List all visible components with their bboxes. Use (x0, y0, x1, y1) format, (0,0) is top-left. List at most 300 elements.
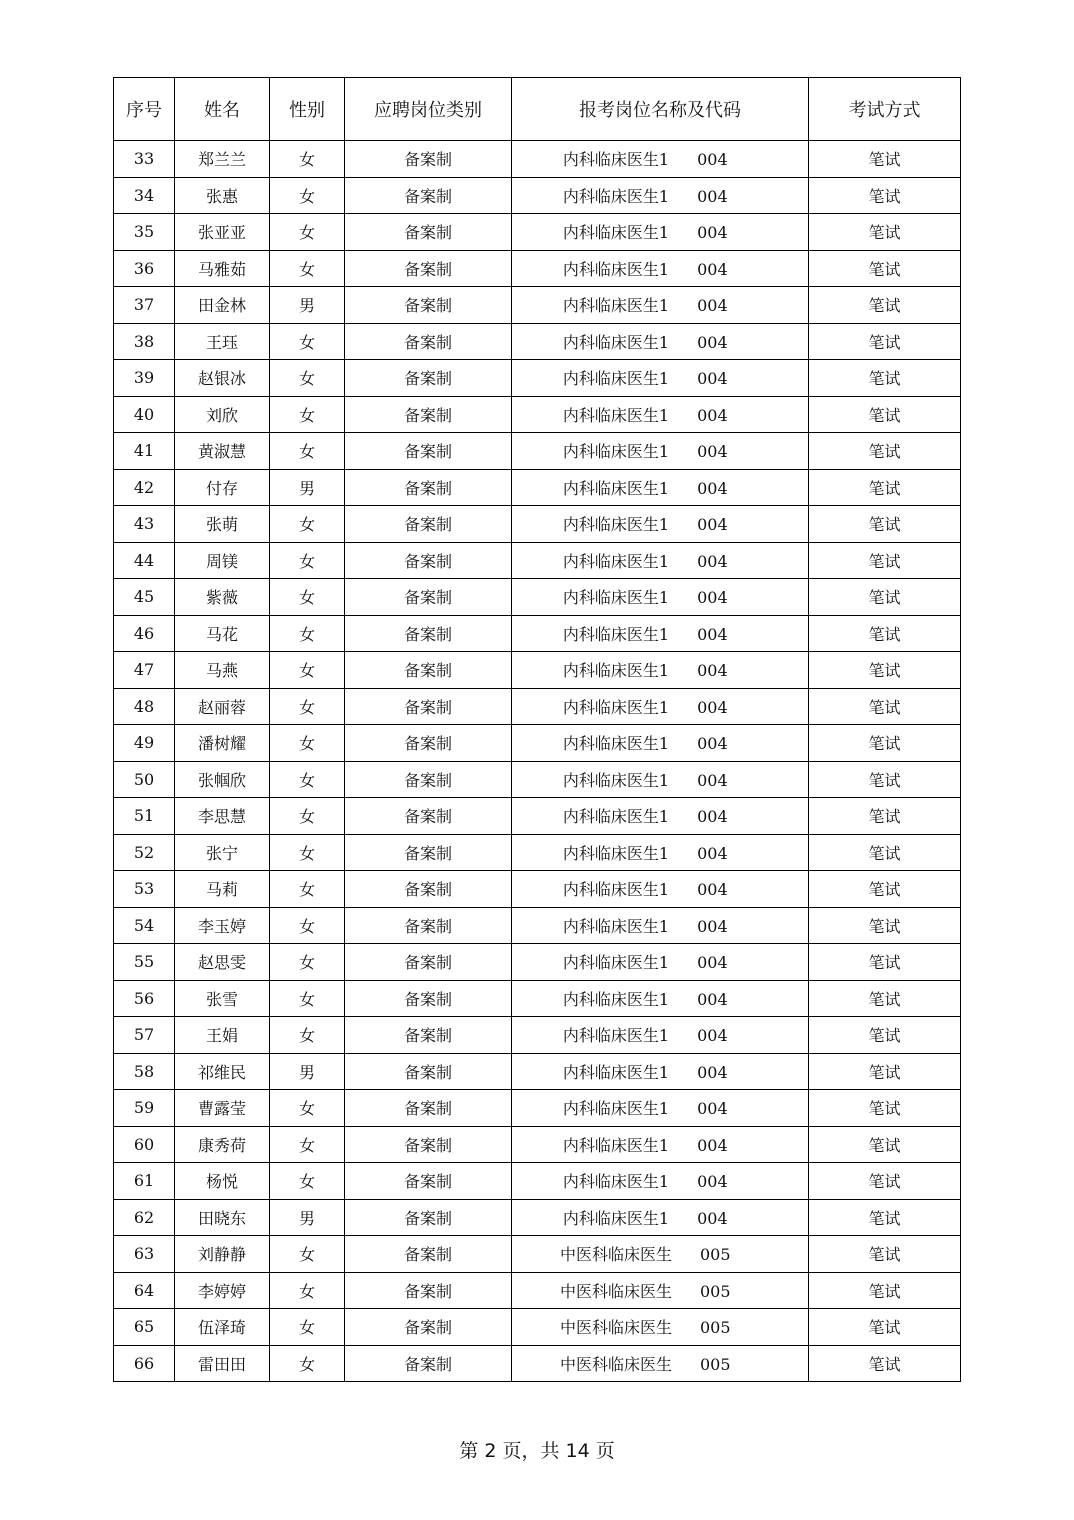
cell-name: 马花 (175, 615, 270, 652)
cell-position-category: 备案制 (345, 944, 512, 981)
cell-exam-method: 笔试 (809, 944, 961, 981)
table-row (114, 761, 961, 798)
position-name: 中医科临床医生 (559, 1354, 672, 1374)
cell-exam-method: 笔试 (809, 615, 961, 652)
position-code: 004 (697, 734, 728, 754)
cell-gender: 女 (270, 688, 345, 725)
applicant-table (113, 77, 961, 1382)
cell-gender: 女 (270, 214, 345, 251)
cell-name: 王娟 (175, 1017, 270, 1054)
cell-position-category: 备案制 (345, 360, 512, 397)
position-code: 004 (697, 953, 728, 973)
cell-position (512, 506, 809, 543)
cell-name: 赵银冰 (175, 360, 270, 397)
cell-gender: 女 (270, 652, 345, 689)
cell-exam-method: 笔试 (809, 579, 961, 616)
position-name: 内科临床医生1 (562, 697, 670, 717)
position-code: 004 (697, 150, 728, 170)
cell-name: 郑兰兰 (175, 141, 270, 178)
cell-exam-method: 笔试 (809, 250, 961, 287)
cell-gender: 女 (270, 396, 345, 433)
cell-position-category: 备案制 (345, 688, 512, 725)
cell-gender: 女 (270, 834, 345, 871)
cell-position (512, 798, 809, 835)
cell-position-category: 备案制 (345, 469, 512, 506)
cell-gender: 男 (270, 469, 345, 506)
position-name: 内科临床医生1 (562, 1208, 670, 1228)
cell-gender: 女 (270, 1090, 345, 1127)
table-row (114, 141, 961, 178)
position-name: 内科临床医生1 (562, 332, 670, 352)
position-name: 内科临床医生1 (562, 405, 670, 425)
table-row (114, 1199, 961, 1236)
cell-position-category: 备案制 (345, 1017, 512, 1054)
table-row (114, 1090, 961, 1127)
cell-position (512, 214, 809, 251)
cell-serial-number: 66 (114, 1345, 175, 1382)
table-row (114, 1126, 961, 1163)
cell-serial-number: 33 (114, 141, 175, 178)
cell-position-category: 备案制 (345, 177, 512, 214)
position-name: 内科临床医生1 (562, 369, 670, 389)
table-row (114, 579, 961, 616)
cell-gender: 女 (270, 1309, 345, 1346)
cell-position (512, 980, 809, 1017)
position-name: 内科临床医生1 (562, 661, 670, 681)
cell-position (512, 542, 809, 579)
cell-gender: 女 (270, 1345, 345, 1382)
table-row (114, 688, 961, 725)
cell-gender: 女 (270, 141, 345, 178)
position-name: 内科临床医生1 (562, 989, 670, 1009)
position-code: 004 (697, 1172, 728, 1192)
position-code: 004 (697, 442, 728, 462)
cell-serial-number: 52 (114, 834, 175, 871)
table-row (114, 250, 961, 287)
position-name: 中医科临床医生 (559, 1318, 672, 1338)
cell-position-category: 备案制 (345, 798, 512, 835)
cell-exam-method: 笔试 (809, 360, 961, 397)
cell-exam-method: 笔试 (809, 1017, 961, 1054)
cell-name: 张惠 (175, 177, 270, 214)
position-code: 004 (697, 989, 728, 1009)
position-code: 004 (697, 369, 728, 389)
cell-serial-number: 40 (114, 396, 175, 433)
cell-position-category: 备案制 (345, 433, 512, 470)
cell-position-category: 备案制 (345, 214, 512, 251)
cell-gender: 女 (270, 615, 345, 652)
cell-gender: 女 (270, 871, 345, 908)
position-name: 内科临床医生1 (562, 150, 670, 170)
cell-exam-method: 笔试 (809, 798, 961, 835)
cell-name: 刘欣 (175, 396, 270, 433)
cell-name: 马燕 (175, 652, 270, 689)
cell-gender: 女 (270, 907, 345, 944)
cell-serial-number: 48 (114, 688, 175, 725)
position-name: 内科临床医生1 (562, 624, 670, 644)
table-row (114, 871, 961, 908)
cell-gender: 女 (270, 323, 345, 360)
position-name: 内科临床医生1 (562, 588, 670, 608)
cell-position-category: 备案制 (345, 287, 512, 324)
header-serial-number: 序号 (114, 78, 175, 141)
cell-gender: 女 (270, 980, 345, 1017)
cell-position-category: 备案制 (345, 542, 512, 579)
position-code: 005 (700, 1318, 731, 1338)
cell-position-category: 备案制 (345, 1053, 512, 1090)
position-code: 005 (700, 1354, 731, 1374)
cell-position (512, 834, 809, 871)
cell-position-category: 备案制 (345, 871, 512, 908)
table-row (114, 834, 961, 871)
cell-gender: 女 (270, 1163, 345, 1200)
table-row (114, 1163, 961, 1200)
cell-position (512, 1199, 809, 1236)
table-row (114, 360, 961, 397)
cell-gender: 女 (270, 761, 345, 798)
cell-position-category: 备案制 (345, 396, 512, 433)
position-code: 004 (697, 1026, 728, 1046)
cell-position-category: 备案制 (345, 834, 512, 871)
cell-name: 马莉 (175, 871, 270, 908)
cell-name: 伍泽琦 (175, 1309, 270, 1346)
position-code: 004 (697, 807, 728, 827)
cell-position (512, 1163, 809, 1200)
cell-position-category: 备案制 (345, 323, 512, 360)
position-name: 内科临床医生1 (562, 1135, 670, 1155)
cell-name: 王珏 (175, 323, 270, 360)
cell-name: 周镁 (175, 542, 270, 579)
cell-serial-number: 55 (114, 944, 175, 981)
position-name: 内科临床医生1 (562, 1062, 670, 1082)
cell-serial-number: 65 (114, 1309, 175, 1346)
cell-position (512, 396, 809, 433)
position-code: 004 (697, 661, 728, 681)
position-name: 中医科临床医生 (559, 1281, 672, 1301)
position-code: 004 (697, 588, 728, 608)
table-row (114, 214, 961, 251)
table-row (114, 980, 961, 1017)
cell-exam-method: 笔试 (809, 652, 961, 689)
cell-position-category: 备案制 (345, 1199, 512, 1236)
cell-position (512, 1126, 809, 1163)
cell-exam-method: 笔试 (809, 433, 961, 470)
cell-position (512, 250, 809, 287)
cell-exam-method: 笔试 (809, 1163, 961, 1200)
position-name: 内科临床医生1 (562, 807, 670, 827)
header-position-name-code: 报考岗位名称及代码 (512, 78, 809, 141)
cell-position-category: 备案制 (345, 980, 512, 1017)
header-gender: 性别 (270, 78, 345, 141)
cell-position-category: 备案制 (345, 1345, 512, 1382)
cell-position (512, 688, 809, 725)
cell-exam-method: 笔试 (809, 469, 961, 506)
cell-position (512, 1272, 809, 1309)
cell-serial-number: 54 (114, 907, 175, 944)
cell-serial-number: 58 (114, 1053, 175, 1090)
cell-name: 紫薇 (175, 579, 270, 616)
cell-name: 黄淑慧 (175, 433, 270, 470)
cell-serial-number: 64 (114, 1272, 175, 1309)
cell-exam-method: 笔试 (809, 688, 961, 725)
page-number-footer: 第 2 页，共 14 页 (459, 1440, 615, 1462)
cell-position (512, 141, 809, 178)
cell-gender: 女 (270, 542, 345, 579)
table-row (114, 907, 961, 944)
cell-exam-method: 笔试 (809, 1236, 961, 1273)
cell-name: 田晓东 (175, 1199, 270, 1236)
position-code: 004 (697, 259, 728, 279)
cell-serial-number: 43 (114, 506, 175, 543)
cell-serial-number: 63 (114, 1236, 175, 1273)
table-row (114, 1309, 961, 1346)
cell-gender: 男 (270, 287, 345, 324)
cell-exam-method: 笔试 (809, 1272, 961, 1309)
cell-gender: 女 (270, 798, 345, 835)
position-name: 内科临床医生1 (562, 734, 670, 754)
table-row (114, 1017, 961, 1054)
cell-position (512, 761, 809, 798)
header-position-category: 应聘岗位类别 (345, 78, 512, 141)
cell-exam-method: 笔试 (809, 1199, 961, 1236)
cell-position-category: 备案制 (345, 1236, 512, 1273)
cell-name: 赵思雯 (175, 944, 270, 981)
cell-serial-number: 62 (114, 1199, 175, 1236)
cell-exam-method: 笔试 (809, 323, 961, 360)
table-row (114, 725, 961, 762)
position-name: 内科临床医生1 (562, 442, 670, 462)
cell-gender: 女 (270, 725, 345, 762)
cell-position (512, 871, 809, 908)
position-code: 004 (697, 405, 728, 425)
cell-position (512, 177, 809, 214)
cell-position-category: 备案制 (345, 506, 512, 543)
position-code: 004 (697, 478, 728, 498)
cell-position (512, 323, 809, 360)
cell-serial-number: 61 (114, 1163, 175, 1200)
table-row (114, 1272, 961, 1309)
cell-serial-number: 37 (114, 287, 175, 324)
position-code: 004 (697, 223, 728, 243)
cell-exam-method: 笔试 (809, 542, 961, 579)
table-body (114, 141, 961, 1382)
cell-gender: 女 (270, 250, 345, 287)
cell-name: 康秀荷 (175, 1126, 270, 1163)
cell-serial-number: 56 (114, 980, 175, 1017)
position-name: 内科临床医生1 (562, 186, 670, 206)
position-code: 005 (700, 1281, 731, 1301)
cell-exam-method: 笔试 (809, 761, 961, 798)
cell-position (512, 360, 809, 397)
cell-serial-number: 53 (114, 871, 175, 908)
cell-exam-method: 笔试 (809, 506, 961, 543)
cell-serial-number: 50 (114, 761, 175, 798)
cell-name: 张帼欣 (175, 761, 270, 798)
cell-position-category: 备案制 (345, 615, 512, 652)
table-row (114, 1236, 961, 1273)
position-name: 内科临床医生1 (562, 515, 670, 535)
table-row (114, 652, 961, 689)
cell-position (512, 907, 809, 944)
cell-gender: 女 (270, 177, 345, 214)
position-code: 004 (697, 1062, 728, 1082)
table-row (114, 1345, 961, 1382)
cell-exam-method: 笔试 (809, 214, 961, 251)
position-name: 内科临床医生1 (562, 296, 670, 316)
position-code: 004 (697, 916, 728, 936)
cell-position (512, 1053, 809, 1090)
cell-position (512, 287, 809, 324)
position-name: 内科临床医生1 (562, 770, 670, 790)
position-code: 004 (697, 624, 728, 644)
cell-position-category: 备案制 (345, 725, 512, 762)
position-name: 内科临床医生1 (562, 916, 670, 936)
position-name: 内科临床医生1 (562, 1026, 670, 1046)
table-header-row (114, 78, 961, 141)
cell-position-category: 备案制 (345, 141, 512, 178)
header-exam-method: 考试方式 (809, 78, 961, 141)
table-row (114, 177, 961, 214)
cell-gender: 男 (270, 1053, 345, 1090)
position-code: 004 (697, 697, 728, 717)
cell-exam-method: 笔试 (809, 1345, 961, 1382)
cell-gender: 男 (270, 1199, 345, 1236)
cell-position-category: 备案制 (345, 907, 512, 944)
cell-name: 李婷婷 (175, 1272, 270, 1309)
position-code: 004 (697, 843, 728, 863)
cell-serial-number: 47 (114, 652, 175, 689)
cell-serial-number: 35 (114, 214, 175, 251)
position-code: 004 (697, 1135, 728, 1155)
cell-position (512, 1017, 809, 1054)
cell-position-category: 备案制 (345, 1126, 512, 1163)
cell-name: 赵丽蓉 (175, 688, 270, 725)
table-row (114, 798, 961, 835)
position-code: 004 (697, 770, 728, 790)
position-code: 004 (697, 296, 728, 316)
position-code: 004 (697, 880, 728, 900)
cell-serial-number: 59 (114, 1090, 175, 1127)
position-code: 004 (697, 551, 728, 571)
cell-serial-number: 42 (114, 469, 175, 506)
table-row (114, 542, 961, 579)
cell-name: 张宁 (175, 834, 270, 871)
cell-position-category: 备案制 (345, 761, 512, 798)
position-code: 004 (697, 1208, 728, 1228)
cell-position-category: 备案制 (345, 1163, 512, 1200)
cell-position (512, 725, 809, 762)
cell-position (512, 1345, 809, 1382)
cell-name: 付存 (175, 469, 270, 506)
position-code: 004 (697, 332, 728, 352)
position-code: 005 (700, 1245, 731, 1265)
cell-exam-method: 笔试 (809, 907, 961, 944)
cell-serial-number: 44 (114, 542, 175, 579)
cell-gender: 女 (270, 1017, 345, 1054)
cell-name: 潘树耀 (175, 725, 270, 762)
cell-serial-number: 57 (114, 1017, 175, 1054)
table-row (114, 433, 961, 470)
cell-name: 李玉婷 (175, 907, 270, 944)
cell-serial-number: 49 (114, 725, 175, 762)
table-row (114, 287, 961, 324)
cell-name: 祁维民 (175, 1053, 270, 1090)
cell-position (512, 1090, 809, 1127)
cell-name: 张萌 (175, 506, 270, 543)
cell-serial-number: 39 (114, 360, 175, 397)
cell-exam-method: 笔试 (809, 725, 961, 762)
cell-exam-method: 笔试 (809, 177, 961, 214)
position-name: 内科临床医生1 (562, 1172, 670, 1192)
cell-exam-method: 笔试 (809, 141, 961, 178)
cell-position-category: 备案制 (345, 250, 512, 287)
header-name: 姓名 (175, 78, 270, 141)
table-row (114, 615, 961, 652)
cell-position (512, 615, 809, 652)
cell-exam-method: 笔试 (809, 980, 961, 1017)
cell-exam-method: 笔试 (809, 871, 961, 908)
cell-name: 杨悦 (175, 1163, 270, 1200)
cell-name: 张雪 (175, 980, 270, 1017)
position-code: 004 (697, 515, 728, 535)
cell-serial-number: 46 (114, 615, 175, 652)
cell-exam-method: 笔试 (809, 396, 961, 433)
cell-name: 刘静静 (175, 1236, 270, 1273)
cell-serial-number: 41 (114, 433, 175, 470)
cell-position (512, 469, 809, 506)
position-name: 内科临床医生1 (562, 223, 670, 243)
cell-exam-method: 笔试 (809, 1309, 961, 1346)
cell-serial-number: 45 (114, 579, 175, 616)
position-code: 004 (697, 1099, 728, 1119)
cell-position-category: 备案制 (345, 652, 512, 689)
cell-position (512, 652, 809, 689)
cell-position (512, 579, 809, 616)
table-row (114, 469, 961, 506)
cell-serial-number: 34 (114, 177, 175, 214)
cell-gender: 女 (270, 360, 345, 397)
cell-name: 曹露莹 (175, 1090, 270, 1127)
table-row (114, 506, 961, 543)
cell-position (512, 433, 809, 470)
cell-serial-number: 38 (114, 323, 175, 360)
cell-name: 马雅茹 (175, 250, 270, 287)
cell-position (512, 944, 809, 981)
cell-exam-method: 笔试 (809, 834, 961, 871)
cell-exam-method: 笔试 (809, 287, 961, 324)
cell-name: 李思慧 (175, 798, 270, 835)
cell-gender: 女 (270, 1236, 345, 1273)
cell-gender: 女 (270, 506, 345, 543)
cell-serial-number: 60 (114, 1126, 175, 1163)
cell-position-category: 备案制 (345, 1309, 512, 1346)
cell-exam-method: 笔试 (809, 1126, 961, 1163)
position-name: 内科临床医生1 (562, 478, 670, 498)
cell-gender: 女 (270, 1272, 345, 1309)
position-name: 内科临床医生1 (562, 551, 670, 571)
position-name: 内科临床医生1 (562, 843, 670, 863)
position-code: 004 (697, 186, 728, 206)
table-row (114, 396, 961, 433)
table-row (114, 1053, 961, 1090)
position-name: 内科临床医生1 (562, 1099, 670, 1119)
cell-exam-method: 笔试 (809, 1053, 961, 1090)
table-row (114, 323, 961, 360)
cell-serial-number: 36 (114, 250, 175, 287)
cell-gender: 女 (270, 944, 345, 981)
cell-name: 雷田田 (175, 1345, 270, 1382)
cell-position-category: 备案制 (345, 1272, 512, 1309)
